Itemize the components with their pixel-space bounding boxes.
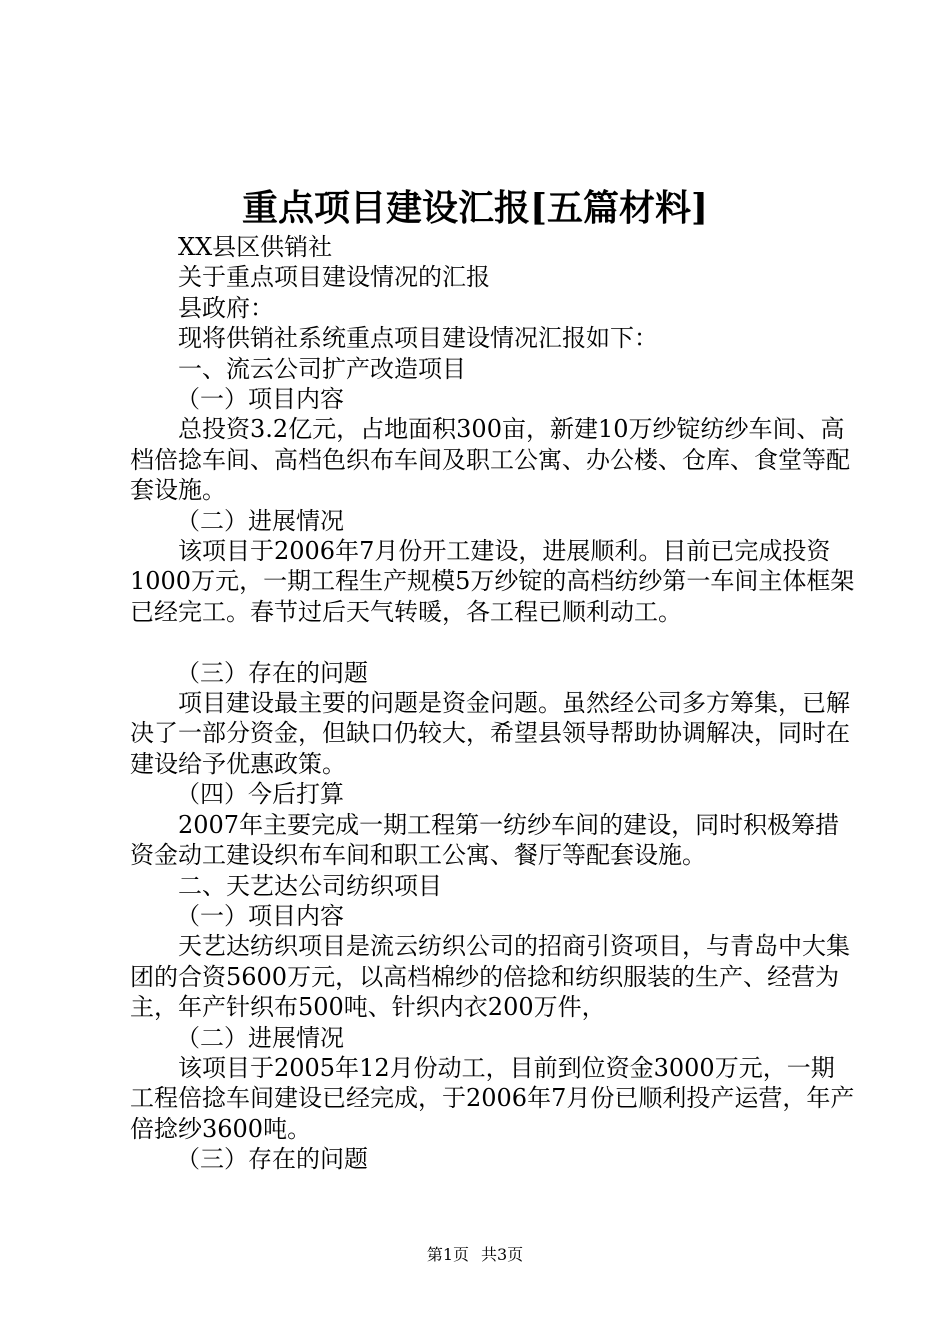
document-title: 重点项目建设汇报[五篇材料] — [241, 187, 709, 229]
subheading-2-1: （一）项目内容 — [176, 901, 344, 930]
subheading-2-2: （二）进展情况 — [176, 1023, 344, 1052]
page-footer — [0, 1244, 950, 1266]
paragraph-2-1: 天艺达纺织项目是流云纺织公司的招商引资项目，与青岛中大集团的合资5600万元，以高档棉纱的倍捻和纺织服装的生产、经营为主，年产针织布500吨、针织内衣200万件， — [130, 932, 850, 1022]
paragraph-addressee: 县政府： — [178, 293, 274, 322]
blank-line — [130, 627, 856, 657]
document-body — [130, 232, 856, 1175]
subheading-1-2: （二）进展情况 — [176, 506, 344, 535]
paragraph-issuer: XX县区供销社 — [178, 233, 333, 261]
paragraph-intro: 现将供销社系统重点项目建设情况汇报如下： — [178, 324, 658, 353]
heading-section-1: 一、流云公司扩产改造项目 — [178, 354, 466, 383]
paragraph-1-4: 2007年主要完成一期工程第一纺纱车间的建设，同时积极筹措资金动工建设织布车间和职工公寓、餐厅等配套设施。 — [130, 810, 840, 870]
paragraph-1-1: 总投资3.2亿元，占地面积300亩，新建10万纱锭纺纱车间、高档倍捻车间、高档色织布车间及职工公寓、办公楼、仓库、食堂等配套设施。 — [130, 415, 850, 505]
subheading-1-1: （一）项目内容 — [176, 385, 344, 414]
page-number: 第1页 — [426, 1245, 469, 1264]
paragraph-1-3: 项目建设最主要的问题是资金问题。虽然经公司多方筹集，已解决了一部分资金，但缺口仍较大，希望县领导帮助协调解决，同时在建设给予优惠政策。 — [130, 689, 850, 778]
subheading-1-4: （四）今后打算 — [176, 780, 344, 809]
heading-section-2: 二、天艺达公司纺织项目 — [178, 871, 442, 900]
subheading-2-3: （三）存在的问题 — [176, 1145, 368, 1174]
paragraph-1-2: 该项目于2006年7月份开工建设，进展顺利。目前已完成投资1000万元，一期工程生产规模5万纱锭的高档纺纱第一车间主体框架已经完工。春节过后天气转暖，各工程已顺利动工。 — [130, 537, 855, 626]
page-total: 共3页 — [481, 1245, 524, 1264]
subheading-1-3: （三）存在的问题 — [176, 658, 368, 687]
paragraph-report-title: 关于重点项目建设情况的汇报 — [178, 263, 490, 292]
paragraph-2-2: 该项目于2005年12月份动工，目前到位资金3000万元，一期工程倍捻车间建设已经完成，于2006年7月份已顺利投产运营，年产倍捻纱3600吨。 — [130, 1053, 855, 1143]
